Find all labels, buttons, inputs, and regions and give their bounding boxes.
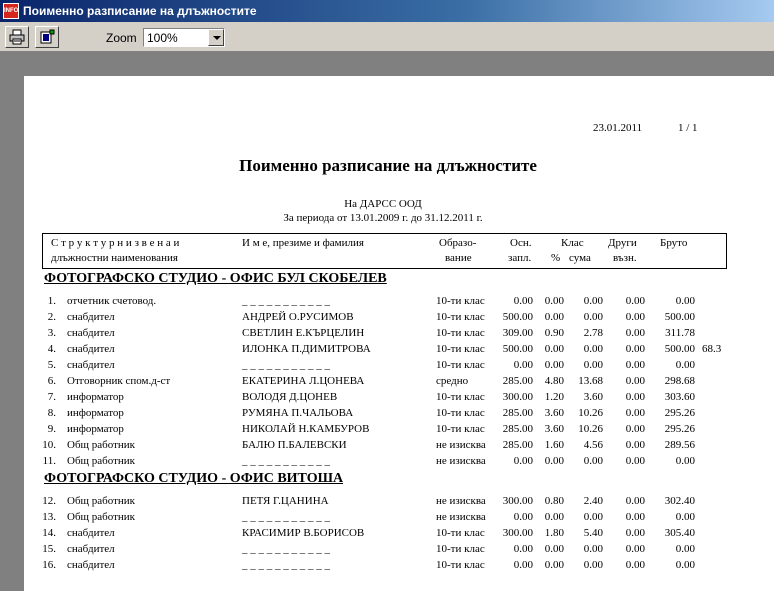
table-row xyxy=(24,293,774,309)
col-units: С т р у к т у р н и з в е н а и xyxy=(51,237,180,249)
cell-base: 285.00 xyxy=(502,407,533,419)
table-row xyxy=(24,357,774,373)
cell-gross: 0.00 xyxy=(675,559,695,571)
cell-no: 7. xyxy=(47,391,56,403)
cell-position: снабдител xyxy=(67,527,115,539)
cell-gross: 0.00 xyxy=(675,455,695,467)
cell-pct: 0.80 xyxy=(544,495,564,507)
cell-no: 11. xyxy=(42,455,56,467)
table-row xyxy=(24,421,774,437)
cell-person: ИЛОНКА П.ДИМИТРОВА xyxy=(242,343,371,355)
cell-other: 0.00 xyxy=(625,295,645,307)
cell-base: 285.00 xyxy=(502,439,533,451)
cell-no: 15. xyxy=(42,543,56,555)
cell-edu: средно xyxy=(436,375,469,387)
cell-position: Общ работник xyxy=(67,495,136,507)
table-row xyxy=(24,309,774,325)
cell-other: 0.00 xyxy=(625,527,645,539)
cell-person: ВОЛОДЯ Д.ЦОНЕВ xyxy=(242,391,338,403)
cell-sum: 2.78 xyxy=(583,327,603,339)
cell-other: 0.00 xyxy=(625,439,645,451)
cell-gross: 295.26 xyxy=(664,407,695,419)
cell-person: РУМЯНА П.ЧАЛЬОВА xyxy=(242,407,354,419)
document-icon xyxy=(39,29,55,45)
cell-pct: 0.00 xyxy=(544,295,564,307)
chevron-down-icon[interactable] xyxy=(208,29,224,46)
cell-base: 300.00 xyxy=(502,391,533,403)
table-row xyxy=(24,453,774,469)
cell-base: 285.00 xyxy=(502,375,533,387)
cell-position: снабдител xyxy=(67,327,115,339)
cell-sum: 13.68 xyxy=(578,375,603,387)
table-row xyxy=(24,541,774,557)
cell-base: 285.00 xyxy=(502,423,533,435)
cell-base: 0.00 xyxy=(513,559,533,571)
cell-no: 9. xyxy=(47,423,56,435)
cell-no: 14. xyxy=(42,527,56,539)
cell-sum: 2.40 xyxy=(583,495,603,507)
cell-edu: 10-ти клас xyxy=(436,391,485,403)
department-heading: ФОТОГРАФСКО СТУДИО - ОФИС ВИТОША xyxy=(44,471,344,486)
cell-gross: 0.00 xyxy=(675,543,695,555)
cell-sum: 5.40 xyxy=(583,527,603,539)
cell-position: снабдител xyxy=(67,311,115,323)
cell-sum: 0.00 xyxy=(583,311,603,323)
title-bar xyxy=(0,0,774,22)
cell-edu: 10-ти клас xyxy=(436,559,485,571)
col-units-2: длъжностни наименования xyxy=(51,252,178,264)
zoom-value: 100% xyxy=(147,31,178,45)
cell-no: 5. xyxy=(47,359,56,371)
table-row xyxy=(24,525,774,541)
cell-base: 500.00 xyxy=(502,311,533,323)
cell-pct: 0.00 xyxy=(544,311,564,323)
cell-person: _ _ _ _ _ _ _ _ _ _ _ xyxy=(242,359,330,371)
cell-person: КРАСИМИР В.БОРИСОВ xyxy=(242,527,365,539)
cell-person: _ _ _ _ _ _ _ _ _ _ _ xyxy=(242,295,330,307)
cell-base: 0.00 xyxy=(513,455,533,467)
col-name: И м е, презиме и фамилия xyxy=(242,237,364,249)
cell-person: НИКОЛАЙ Н.КАМБУРОВ xyxy=(242,423,370,435)
cell-position: информатор xyxy=(67,423,124,435)
cell-pct: 0.00 xyxy=(544,543,564,555)
cell-other: 0.00 xyxy=(625,423,645,435)
cell-gross: 0.00 xyxy=(675,359,695,371)
cell-no: 10. xyxy=(42,439,56,451)
cell-gross: 0.00 xyxy=(675,295,695,307)
cell-other: 0.00 xyxy=(625,359,645,371)
cell-edu: 10-ти клас xyxy=(436,407,485,419)
cell-no: 6. xyxy=(47,375,56,387)
cell-person: ЕКАТЕРИНА Л.ЦОНЕВА xyxy=(242,375,365,387)
cell-position: отчетник счетовод. xyxy=(67,295,157,307)
cell-position: снабдител xyxy=(67,343,115,355)
cell-gross: 295.26 xyxy=(664,423,695,435)
cell-edu: 10-ти клас xyxy=(436,295,485,307)
cell-base: 0.00 xyxy=(513,359,533,371)
cell-gross: 0.00 xyxy=(675,511,695,523)
cell-position: Общ работник xyxy=(67,455,136,467)
cell-person: АНДРЕЙ О.РУСИМОВ xyxy=(242,311,354,323)
report-title: Поименно разписание на длъжностите xyxy=(239,156,537,175)
col-base: Осн. xyxy=(510,237,532,249)
cell-other: 0.00 xyxy=(625,311,645,323)
cell-sum: 0.00 xyxy=(583,343,603,355)
cell-edu: 10-ти клас xyxy=(436,543,485,555)
table-row xyxy=(24,557,774,573)
cell-sum: 4.56 xyxy=(583,439,603,451)
column-header xyxy=(42,233,727,269)
cell-base: 300.00 xyxy=(502,527,533,539)
cell-pct: 0.90 xyxy=(544,327,564,339)
cell-base: 0.00 xyxy=(513,543,533,555)
cell-gross: 298.68 xyxy=(664,375,695,387)
cell-edu: не изисква xyxy=(436,439,486,451)
table-row xyxy=(24,325,774,341)
printer-icon xyxy=(9,29,25,45)
cell-pct: 1.60 xyxy=(544,439,564,451)
cell-person: _ _ _ _ _ _ _ _ _ _ _ xyxy=(242,511,330,523)
cell-other: 0.00 xyxy=(625,327,645,339)
report-viewport[interactable] xyxy=(0,52,774,591)
cell-pct: 0.00 xyxy=(544,455,564,467)
table-row xyxy=(24,509,774,525)
cell-gross: 302.40 xyxy=(664,495,695,507)
cell-sum: 0.00 xyxy=(583,359,603,371)
cell-other: 0.00 xyxy=(625,543,645,555)
cell-position: снабдител xyxy=(67,543,115,555)
table-row xyxy=(24,437,774,453)
cell-sum: 0.00 xyxy=(583,559,603,571)
cell-person: БАЛЮ П.БАЛЕВСКИ xyxy=(242,439,347,451)
cell-base: 309.00 xyxy=(502,327,533,339)
cell-pct: 1.80 xyxy=(544,527,564,539)
cell-no: 8. xyxy=(47,407,56,419)
cell-base: 0.00 xyxy=(513,295,533,307)
cell-pct: 3.60 xyxy=(544,423,564,435)
cell-pct: 0.00 xyxy=(544,343,564,355)
cell-pct: 0.00 xyxy=(544,511,564,523)
cell-position: Общ работник xyxy=(67,511,136,523)
cell-no: 13. xyxy=(42,511,56,523)
table-row xyxy=(24,493,774,509)
cell-edu: 10-ти клас xyxy=(436,311,485,323)
cell-edu: 10-ти клас xyxy=(436,527,485,539)
report-page xyxy=(24,76,774,591)
cell-extra: 68.3 xyxy=(702,343,722,355)
cell-sum: 0.00 xyxy=(583,295,603,307)
cell-position: снабдител xyxy=(67,559,115,571)
cell-other: 0.00 xyxy=(625,343,645,355)
department-heading: ФОТОГРАФСКО СТУДИО - ОФИС БУЛ СКОБЕЛЕВ xyxy=(44,271,387,286)
cell-gross: 303.60 xyxy=(664,391,695,403)
cell-no: 4. xyxy=(47,343,56,355)
col-gross: Бруто xyxy=(660,237,688,249)
col-base-2: запл. xyxy=(508,252,532,264)
cell-sum: 3.60 xyxy=(583,391,603,403)
table-row xyxy=(24,405,774,421)
cell-other: 0.00 xyxy=(625,511,645,523)
cell-gross: 311.78 xyxy=(665,327,695,339)
cell-gross: 500.00 xyxy=(664,311,695,323)
cell-gross: 289.56 xyxy=(664,439,695,451)
cell-no: 2. xyxy=(47,311,56,323)
col-class: Клас xyxy=(561,237,584,249)
cell-edu: 10-ти клас xyxy=(436,327,485,339)
cell-person: _ _ _ _ _ _ _ _ _ _ _ xyxy=(242,543,330,555)
col-other-2: възн. xyxy=(613,252,637,264)
cell-other: 0.00 xyxy=(625,407,645,419)
col-other: Други xyxy=(608,237,637,249)
cell-gross: 305.40 xyxy=(664,527,695,539)
cell-position: информатор xyxy=(67,391,124,403)
cell-other: 0.00 xyxy=(625,391,645,403)
print-button[interactable] xyxy=(5,26,29,48)
cell-sum: 10.26 xyxy=(578,423,603,435)
cell-sum: 0.00 xyxy=(583,543,603,555)
export-button[interactable] xyxy=(35,26,59,48)
cell-no: 3. xyxy=(47,327,56,339)
cell-position: информатор xyxy=(67,407,124,419)
cell-pct: 4.80 xyxy=(544,375,564,387)
cell-no: 12. xyxy=(42,495,56,507)
col-class-sum: сума xyxy=(569,252,591,264)
cell-person: СВЕТЛИН Е.КЪРЦЕЛИН xyxy=(242,327,365,339)
cell-no: 16. xyxy=(42,559,56,571)
cell-base: 300.00 xyxy=(502,495,533,507)
cell-pct: 0.00 xyxy=(544,359,564,371)
zoom-label: Zoom xyxy=(106,31,137,45)
cell-person: _ _ _ _ _ _ _ _ _ _ _ xyxy=(242,559,330,571)
cell-other: 0.00 xyxy=(625,559,645,571)
cell-position: снабдител xyxy=(67,359,115,371)
cell-pct: 1.20 xyxy=(544,391,564,403)
report-period: За периода от 13.01.2009 г. до 31.12.2011 г. xyxy=(283,212,483,224)
cell-gross: 500.00 xyxy=(664,343,695,355)
company-name: На ДАРСС ООД xyxy=(344,198,422,210)
cell-edu: 10-ти клас xyxy=(436,359,485,371)
cell-position: Отговорник спом.д-ст xyxy=(67,375,171,387)
report-date: 23.01.2011 xyxy=(593,122,643,134)
col-edu: Образо- xyxy=(439,237,477,249)
cell-edu: не изисква xyxy=(436,511,486,523)
col-edu-2: вание xyxy=(445,252,472,264)
app-icon: INFO xyxy=(3,3,19,19)
cell-edu: 10-ти клас xyxy=(436,343,485,355)
cell-no: 1. xyxy=(47,295,56,307)
zoom-select[interactable] xyxy=(143,28,225,47)
cell-sum: 0.00 xyxy=(583,511,603,523)
table-row xyxy=(24,389,774,405)
cell-base: 500.00 xyxy=(502,343,533,355)
table-row xyxy=(24,341,774,357)
col-class-pct: % xyxy=(551,252,561,264)
cell-person: ПЕТЯ Г.ЦАНИНА xyxy=(242,495,329,507)
toolbar xyxy=(0,22,774,52)
table-row xyxy=(24,373,774,389)
cell-other: 0.00 xyxy=(625,455,645,467)
cell-sum: 10.26 xyxy=(578,407,603,419)
cell-pct: 3.60 xyxy=(544,407,564,419)
window-title: Поименно разписание на длъжностите xyxy=(23,4,257,18)
cell-sum: 0.00 xyxy=(583,455,603,467)
cell-other: 0.00 xyxy=(625,495,645,507)
cell-person: _ _ _ _ _ _ _ _ _ _ _ xyxy=(242,455,330,467)
cell-edu: 10-ти клас xyxy=(436,423,485,435)
page-number: 1 / 1 xyxy=(678,122,698,134)
cell-edu: не изисква xyxy=(436,455,486,467)
cell-position: Общ работник xyxy=(67,439,136,451)
cell-base: 0.00 xyxy=(513,511,533,523)
cell-other: 0.00 xyxy=(625,375,645,387)
cell-pct: 0.00 xyxy=(544,559,564,571)
cell-edu: не изисква xyxy=(436,495,486,507)
